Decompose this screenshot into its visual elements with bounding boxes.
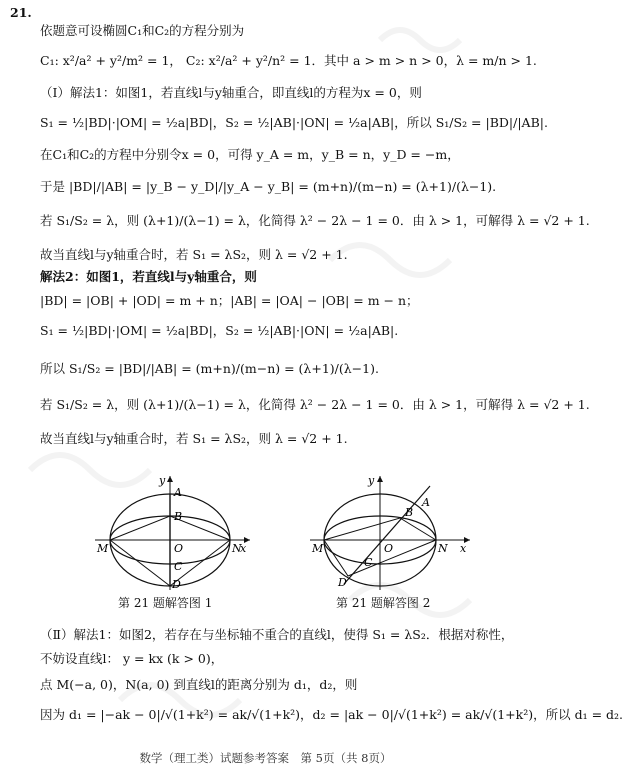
page-footer: 数学（理工类）试题参考答案 第 5页（共 8页） bbox=[139, 751, 392, 765]
text-line-8: 故当直线l与y轴重合时，若 S₁ = λS₂，则 λ = √2 + 1. bbox=[40, 247, 348, 262]
text-line-9: 解法2：如图1，若直线l与y轴重合，则 bbox=[40, 269, 257, 284]
label-b: B bbox=[405, 506, 414, 519]
label-y: y bbox=[368, 474, 375, 487]
label-o: O bbox=[384, 542, 394, 555]
label-y: y bbox=[159, 474, 166, 487]
text-line-1: 依题意可设椭圆C₁和C₂的方程分别为 bbox=[40, 23, 245, 38]
problem-number: 21. bbox=[10, 5, 32, 20]
text-line-18: 因为 d₁ = |−ak − 0|/√(1+k²) = ak/√(1+k²)，d₂ = |ak − 0|/√(1+k²) = ak/√(1+k²)，所以 d₁ = d₂. bbox=[40, 707, 623, 722]
label-c: C bbox=[364, 556, 373, 569]
label-b: B bbox=[174, 510, 183, 523]
label-d: D bbox=[172, 578, 181, 591]
text-line-15: （Ⅱ）解法1：如图2，若存在与坐标轴不重合的直线l，使得 S₁ = λS₂．根据对称性， bbox=[40, 627, 514, 642]
figure-2 bbox=[310, 472, 475, 592]
text-line-14: 故当直线l与y轴重合时，若 S₁ = λS₂，则 λ = √2 + 1. bbox=[40, 431, 348, 446]
text-line-17: 点 M(−a, 0)，N(a, 0) 到直线l的距离分别为 d₁，d₂，则 bbox=[40, 677, 358, 692]
label-d: D bbox=[338, 576, 347, 589]
label-a: A bbox=[174, 486, 182, 499]
figure-1-caption: 第 21 题解答图 1 bbox=[118, 596, 213, 610]
label-c: C bbox=[174, 560, 183, 573]
label-m: M bbox=[97, 542, 109, 555]
text-line-16: 不妨设直线l： y = kx (k > 0)， bbox=[40, 651, 224, 666]
label-x: x bbox=[240, 542, 247, 555]
label-n: N bbox=[232, 542, 242, 555]
label-a: A bbox=[422, 496, 430, 509]
y-axis-arrow-icon bbox=[377, 476, 383, 482]
y-axis-arrow-icon bbox=[167, 476, 173, 482]
figure-1 bbox=[95, 472, 255, 592]
text-line-12: 所以 S₁/S₂ = |BD|/|AB| = (m+n)/(m−n) = (λ+1)/(λ−1). bbox=[40, 361, 379, 376]
text-line-4: S₁ = ½|BD|·|OM| = ½a|BD|，S₂ = ½|AB|·|ON| = ½a|AB|，所以 S₁/S₂ = |BD|/|AB|. bbox=[40, 115, 548, 130]
text-line-3: （Ⅰ）解法1：如图1，若直线l与y轴重合，即直线l的方程为x = 0，则 bbox=[40, 85, 422, 100]
figure-2-caption: 第 21 题解答图 2 bbox=[336, 596, 431, 610]
text-line-13: 若 S₁/S₂ = λ，则 (λ+1)/(λ−1) = λ，化简得 λ² − 2λ − 1 = 0．由 λ > 1，可解得 λ = √2 + 1. bbox=[40, 397, 590, 412]
text-line-7: 若 S₁/S₂ = λ，则 (λ+1)/(λ−1) = λ，化简得 λ² − 2λ − 1 = 0．由 λ > 1，可解得 λ = √2 + 1. bbox=[40, 213, 590, 228]
label-n: N bbox=[438, 542, 448, 555]
text-line-2: C₁: x²/a² + y²/m² = 1， C₂: x²/a² + y²/n² = 1．其中 a > m > n > 0，λ = m/n > 1. bbox=[40, 53, 537, 68]
text-line-10: |BD| = |OB| + |OD| = m + n；|AB| = |OA| − |OB| = m − n； bbox=[40, 293, 419, 308]
text-line-6: 于是 |BD|/|AB| = |y_B − y_D|/|y_A − y_B| = (m+n)/(m−n) = (λ+1)/(λ−1). bbox=[40, 179, 497, 194]
label-o: O bbox=[174, 542, 184, 555]
line-l bbox=[344, 486, 430, 584]
label-x: x bbox=[460, 542, 467, 555]
text-line-5: 在C₁和C₂的方程中分别令x = 0，可得 y_A = m，y_B = n，y_D = −m， bbox=[40, 147, 460, 162]
label-m: M bbox=[312, 542, 324, 555]
text-line-11: S₁ = ½|BD|·|OM| = ½a|BD|，S₂ = ½|AB|·|ON| = ½a|AB|. bbox=[40, 323, 399, 338]
